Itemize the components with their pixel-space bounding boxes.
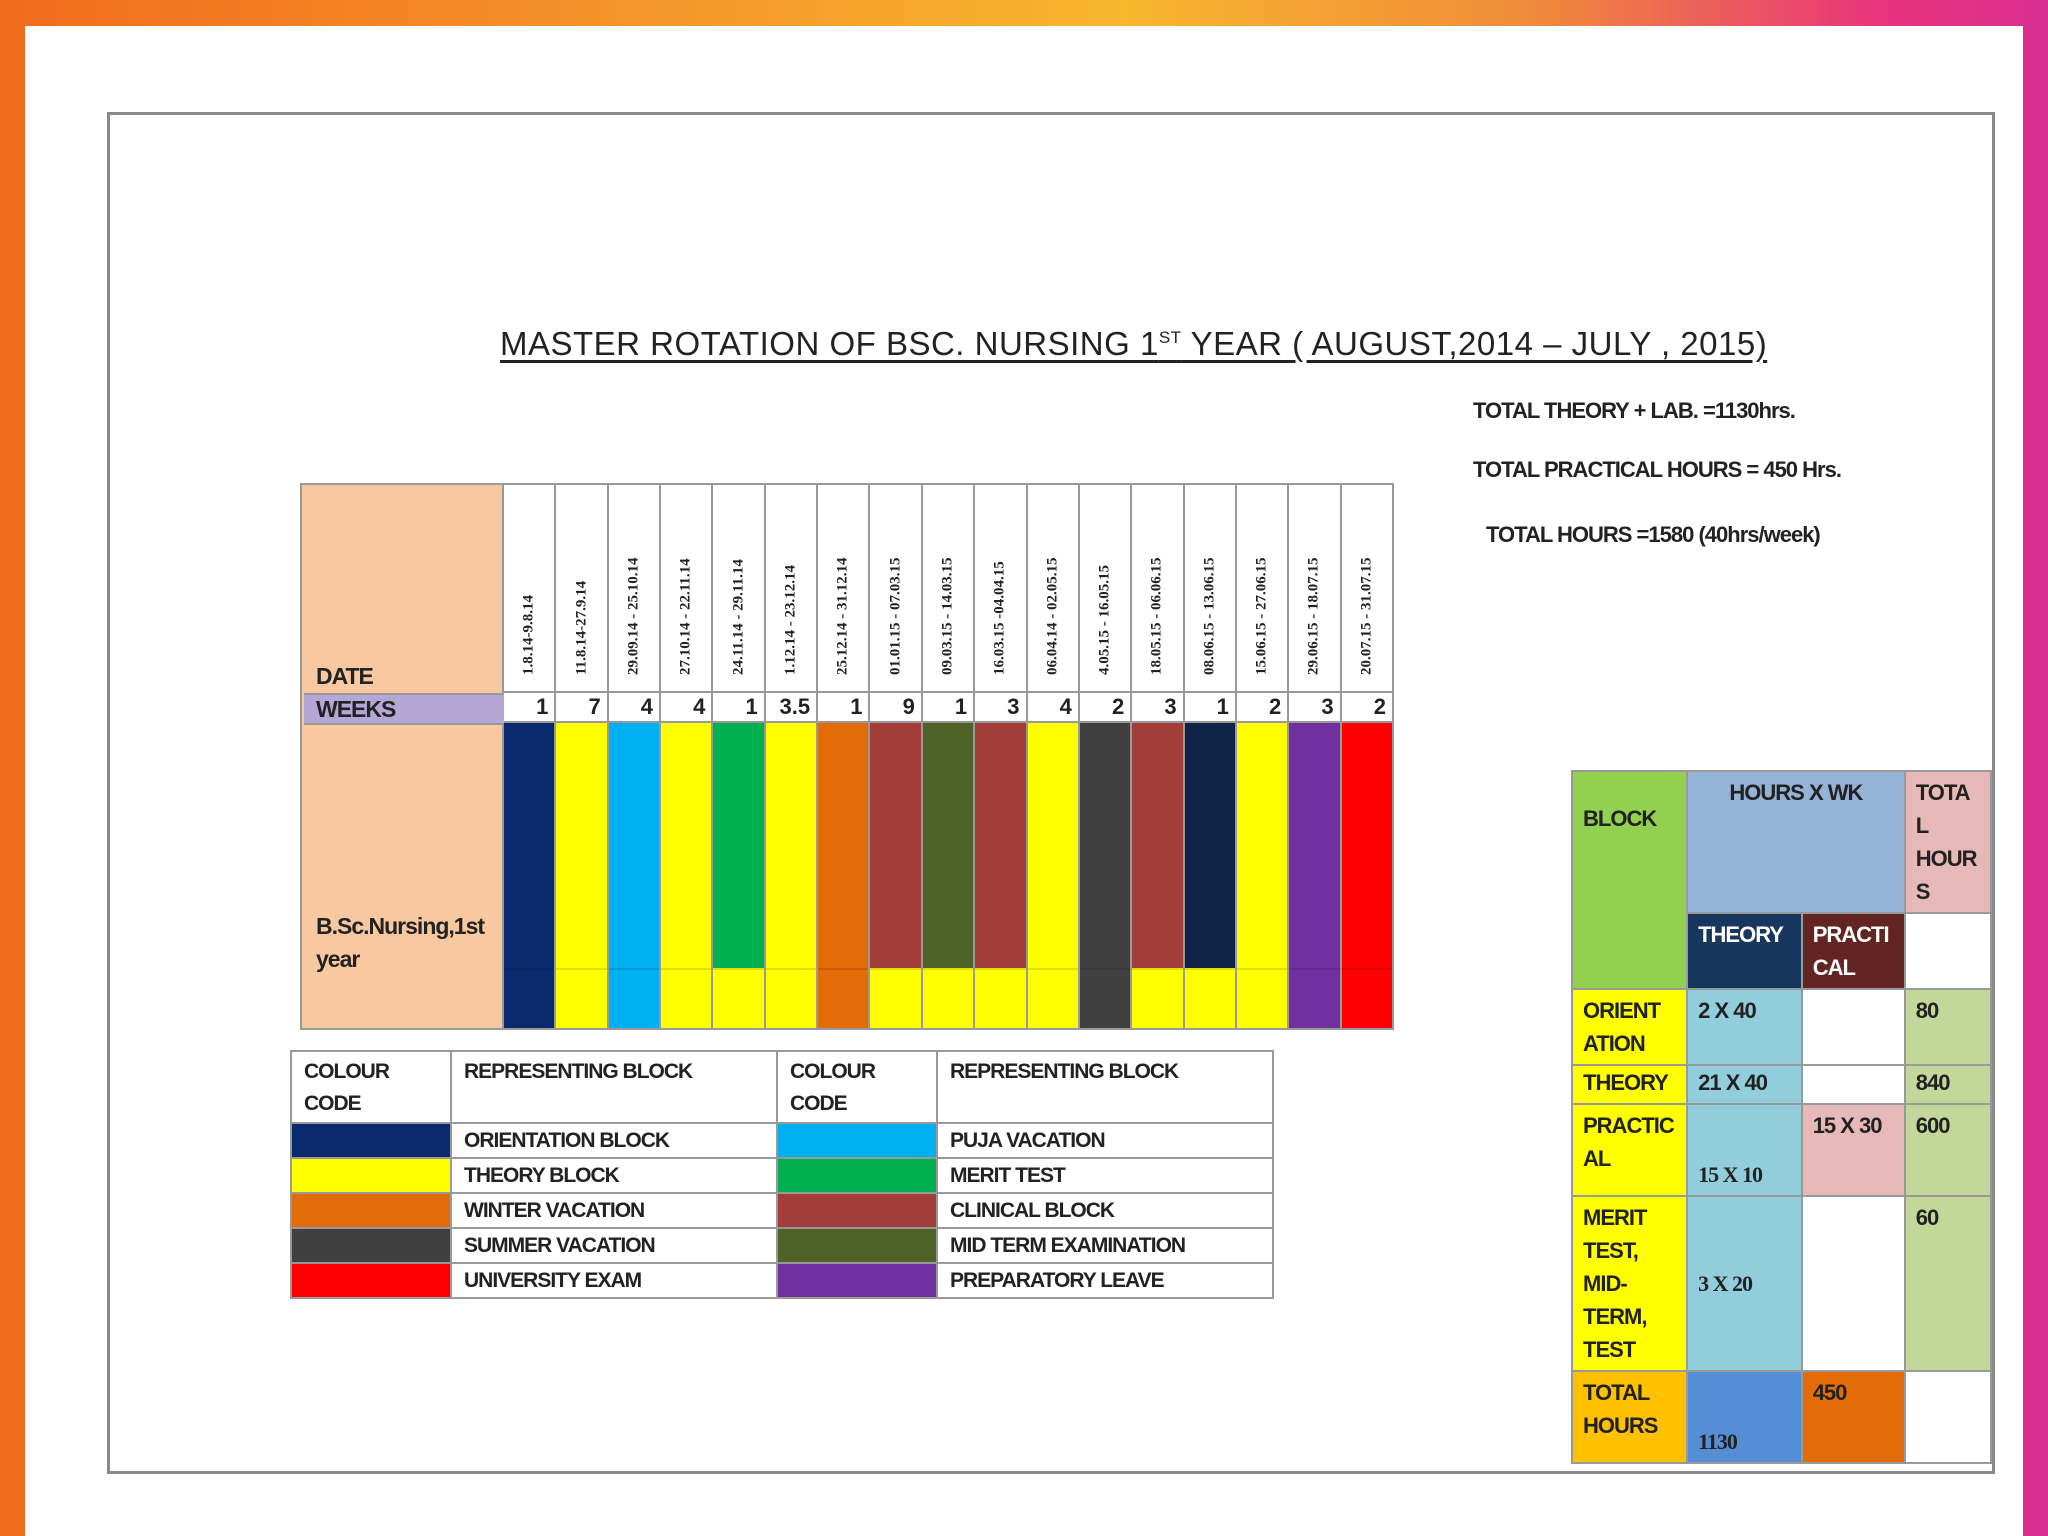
rotation-column (1028, 483, 1080, 1030)
hours-table-header (1572, 771, 1991, 913)
block-cell (713, 723, 763, 1030)
weeks-cell: 1 (818, 691, 868, 723)
practical-cell: 15 X 30 (1802, 1104, 1905, 1196)
date-range: 29.09.14 - 25.10.14 (625, 557, 642, 675)
date-cell (1342, 483, 1392, 691)
legend-header-block-1: REPRESENTING BLOCK (451, 1051, 777, 1123)
legend-swatch (777, 1158, 937, 1193)
rotation-column (556, 483, 608, 1030)
block-strip (661, 968, 711, 1028)
block-cell (818, 723, 868, 1030)
weeks-cell: 4 (609, 691, 659, 723)
document-frame (107, 112, 1995, 1474)
date-cell (975, 483, 1025, 691)
theory-cell: 21 X 40 (1687, 1065, 1802, 1104)
legend-swatch (777, 1193, 937, 1228)
legend-swatch (777, 1123, 937, 1158)
date-range: 11.8.14-27.9.14 (573, 580, 590, 675)
rotation-column (818, 483, 870, 1030)
total-cell: 600 (1905, 1104, 1991, 1196)
rotation-column (1342, 483, 1394, 1030)
legend-header-row (291, 1051, 1273, 1123)
theory-cell: 15 X 10 (1687, 1104, 1802, 1196)
block-cell (661, 723, 711, 1030)
date-cell (504, 483, 554, 691)
legend-label: MERIT TEST (937, 1158, 1273, 1193)
block-cell (1132, 723, 1182, 1030)
block-header: BLOCK (1572, 771, 1687, 989)
block-strip (713, 968, 763, 1028)
block-strip (1028, 968, 1078, 1028)
legend-label: PUJA VACATION (937, 1123, 1273, 1158)
weeks-cell: 1 (923, 691, 973, 723)
block-strip (1132, 968, 1182, 1028)
block-cell: TOTAL HOURS (1572, 1371, 1687, 1463)
date-label: DATE (316, 663, 373, 689)
block-strip (818, 968, 868, 1028)
block-strip (609, 968, 659, 1028)
rotation-column (1237, 483, 1289, 1030)
legend-row (291, 1158, 1273, 1193)
date-cell (713, 483, 763, 691)
block-strip (1289, 968, 1339, 1028)
weeks-cell: 7 (556, 691, 606, 723)
weeks-cell: 1 (1185, 691, 1235, 723)
page-title: MASTER ROTATION OF BSC. NURSING 1ST YEAR ( AUGUST,2014 – JULY , 2015) (500, 325, 1768, 362)
rotation-column (766, 483, 818, 1030)
weeks-cell: 2 (1342, 691, 1392, 723)
date-range: 16.03.15 -04.04.15 (991, 561, 1008, 675)
weeks-label: WEEKS (316, 696, 396, 722)
weeks-cell: 1 (504, 691, 554, 723)
rotation-column (1185, 483, 1237, 1030)
date-cell (818, 483, 868, 691)
weeks-cell: 2 (1080, 691, 1130, 723)
weeks-cell: 3 (1289, 691, 1339, 723)
rotation-column (923, 483, 975, 1030)
theory-cell: 1130 (1687, 1371, 1802, 1463)
block-strip (975, 968, 1025, 1028)
date-range: 01.01.15 - 07.03.15 (887, 557, 904, 675)
total-practical: TOTAL PRACTICAL HOURS = 450 Hrs. (1473, 457, 1841, 482)
legend-label: PREPARATORY LEAVE (937, 1263, 1273, 1298)
date-range: 09.03.15 - 14.03.15 (939, 557, 956, 675)
block-cell (556, 723, 606, 1030)
weeks-cell: 4 (1028, 691, 1078, 723)
date-range: 08.06.15 - 13.06.15 (1201, 557, 1218, 675)
legend-label: UNIVERSITY EXAM (451, 1263, 777, 1298)
block-cell (1080, 723, 1130, 1030)
block-cell (766, 723, 816, 1030)
hours-row-practical (1572, 1104, 1991, 1196)
weeks-cell: 2 (1237, 691, 1287, 723)
legend-label: SUMMER VACATION (451, 1228, 777, 1263)
rotation-column (975, 483, 1027, 1030)
legend-row (291, 1228, 1273, 1263)
block-cell (1289, 723, 1339, 1030)
block-cell: ORIENT ATION (1572, 989, 1687, 1065)
block-cell (975, 723, 1025, 1030)
legend-header-block-2: REPRESENTING BLOCK (937, 1051, 1273, 1123)
total-cell: 60 (1905, 1196, 1991, 1371)
theory-cell: 3 X 20 (1687, 1196, 1802, 1371)
block-cell (1185, 723, 1235, 1030)
date-cell (1132, 483, 1182, 691)
hours-row-theory (1572, 1065, 1991, 1104)
legend-swatch (291, 1193, 451, 1228)
block-strip (1237, 968, 1287, 1028)
legend-swatch (291, 1228, 451, 1263)
date-cell (609, 483, 659, 691)
total-hours-header: TOTA L HOUR S (1905, 771, 1991, 913)
legend-label: CLINICAL BLOCK (937, 1193, 1273, 1228)
date-range: 4.05.15 - 16.05.15 (1096, 565, 1113, 675)
rotation-column (870, 483, 922, 1030)
block-cell (609, 723, 659, 1030)
block-strip (1342, 968, 1392, 1028)
legend-label: MID TERM EXAMINATION (937, 1228, 1273, 1263)
date-cell (1237, 483, 1287, 691)
date-cell (661, 483, 711, 691)
date-range: 24.11.14 - 29.11.14 (730, 559, 747, 675)
total-hours: TOTAL HOURS =1580 (40hrs/week) (1486, 522, 1820, 547)
block-strip (923, 968, 973, 1028)
block-cell (504, 723, 554, 1030)
weeks-cell: 3 (975, 691, 1025, 723)
date-range: 18.05.15 - 06.06.15 (1148, 557, 1165, 675)
block-strip (556, 968, 606, 1028)
hours-table (1571, 770, 1992, 1464)
total-theory: TOTAL THEORY + LAB. =1130hrs. (1473, 398, 1795, 423)
date-cell (923, 483, 973, 691)
date-range: 29.06.15 - 18.07.15 (1305, 557, 1322, 675)
total-cell (1905, 1371, 1991, 1463)
total-cell: 840 (1905, 1065, 1991, 1104)
practical-subheader: PRACTI CAL (1802, 913, 1905, 989)
date-range: 20.07.15 - 31.07.15 (1358, 557, 1375, 675)
date-range: 1.8.14-9.8.14 (520, 595, 537, 675)
hours-row-total (1572, 1371, 1991, 1463)
weeks-cell: 4 (661, 691, 711, 723)
block-cell (1028, 723, 1078, 1030)
block-cell: PRACTIC AL (1572, 1104, 1687, 1196)
rotation-column (713, 483, 765, 1030)
legend-header-colour-1: COLOUR CODE (291, 1051, 451, 1123)
weeks-bar (304, 693, 504, 725)
rotation-chart (300, 483, 1394, 1030)
weeks-cell: 3.5 (766, 691, 816, 723)
legend-swatch (291, 1158, 451, 1193)
date-cell (1028, 483, 1078, 691)
legend-swatch (291, 1123, 451, 1158)
hours-x-wk-header: HOURS X WK (1687, 771, 1905, 913)
legend-header-colour-2: COLOUR CODE (777, 1051, 937, 1123)
practical-cell (1802, 989, 1905, 1065)
rotation-column (609, 483, 661, 1030)
legend-swatch (777, 1263, 937, 1298)
block-cell (923, 723, 973, 1030)
legend-row (291, 1193, 1273, 1228)
date-cell (766, 483, 816, 691)
date-range: 15.06.15 - 27.06.15 (1253, 557, 1270, 675)
weeks-cell: 1 (713, 691, 763, 723)
theory-cell: 2 X 40 (1687, 989, 1802, 1065)
date-cell (1289, 483, 1339, 691)
date-cell (1080, 483, 1130, 691)
block-strip (1080, 968, 1130, 1028)
legend-swatch (777, 1228, 937, 1263)
row-label: B.Sc.Nursing,1st year (316, 913, 485, 972)
practical-cell (1802, 1196, 1905, 1371)
block-cell (1342, 723, 1392, 1030)
date-cell (870, 483, 920, 691)
block-cell (1237, 723, 1287, 1030)
block-strip (1185, 968, 1235, 1028)
date-cell (556, 483, 606, 691)
rotation-column (504, 483, 556, 1030)
legend-row (291, 1263, 1273, 1298)
rotation-column (661, 483, 713, 1030)
legend-label: ORIENTATION BLOCK (451, 1123, 777, 1158)
rotation-column (1080, 483, 1132, 1030)
total-cell: 80 (1905, 989, 1991, 1065)
weeks-cell: 3 (1132, 691, 1182, 723)
block-strip (766, 968, 816, 1028)
block-cell (870, 723, 920, 1030)
block-cell: MERIT TEST, MID- TERM, TEST (1572, 1196, 1687, 1371)
block-cell: THEORY (1572, 1065, 1687, 1104)
theory-subheader: THEORY (1687, 913, 1802, 989)
practical-cell: 450 (1802, 1371, 1905, 1463)
date-range: 27.10.14 - 22.11.14 (677, 558, 694, 675)
date-range: 1.12.14 - 23.12.14 (782, 565, 799, 675)
practical-cell (1802, 1065, 1905, 1104)
block-strip (870, 968, 920, 1028)
legend-row (291, 1123, 1273, 1158)
hours-row-merit (1572, 1196, 1991, 1371)
legend-table (290, 1050, 1274, 1299)
legend-swatch (291, 1263, 451, 1298)
date-range: 06.04.14 - 02.05.15 (1044, 557, 1061, 675)
date-range: 25.12.14 - 31.12.14 (834, 557, 851, 675)
rotation-column (1132, 483, 1184, 1030)
rotation-column (1289, 483, 1341, 1030)
row-header (300, 483, 504, 1030)
block-strip (504, 968, 554, 1028)
slide (25, 26, 2023, 1536)
legend-label: THEORY BLOCK (451, 1158, 777, 1193)
legend-label: WINTER VACATION (451, 1193, 777, 1228)
hours-row-orientation (1572, 989, 1991, 1065)
date-cell (1185, 483, 1235, 691)
weeks-cell: 9 (870, 691, 920, 723)
blank-subheader (1905, 913, 1991, 989)
